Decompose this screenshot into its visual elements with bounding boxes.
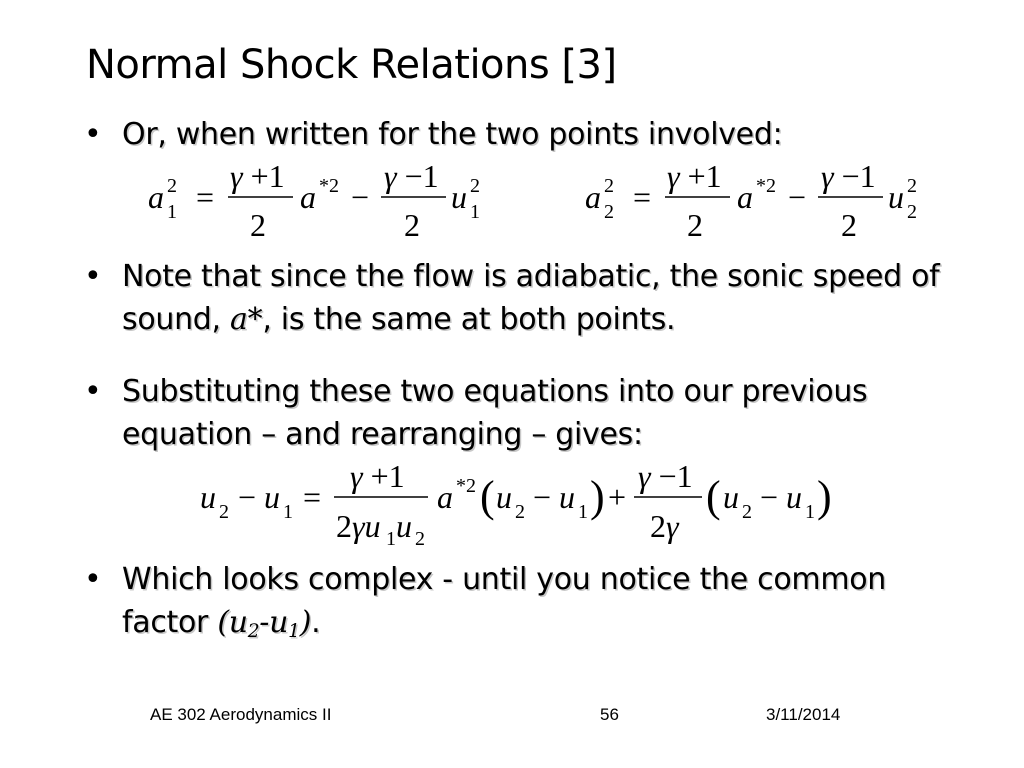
footer-date: 3/11/2014 [766, 705, 841, 724]
slide-title: Normal Shock Relations [3] [86, 42, 617, 88]
svg-text:u: u [200, 479, 216, 515]
footer-page-number: 56 [600, 705, 619, 724]
factor-minus: - [259, 605, 270, 640]
bullet-2 [84, 255, 964, 341]
svg-text:*2: *2 [319, 175, 339, 197]
svg-text:+: + [608, 479, 627, 515]
svg-text:u: u [723, 479, 739, 515]
svg-text:u: u [451, 179, 467, 215]
svg-text:=: = [196, 179, 215, 215]
bullet-2-text-after: , is the same at both points. [262, 302, 676, 337]
equation-a2-svg [585, 150, 935, 250]
equation-a1-svg [148, 150, 498, 250]
bullet-1-text: Or, when written for the two points involved: [122, 117, 783, 152]
svg-text:=: = [633, 179, 652, 215]
svg-text:2γ: 2γ [650, 508, 679, 544]
common-factor [217, 605, 312, 643]
svg-text:2γu: 2γu [336, 508, 381, 544]
svg-text:2: 2 [907, 175, 917, 197]
factor-open-paren: ( [217, 605, 229, 640]
svg-text:u: u [264, 479, 280, 515]
svg-text:−: − [351, 179, 370, 215]
svg-text:): ) [590, 472, 605, 521]
bullet-4-text-before: Which looks complex - until you notice the common factor [122, 562, 887, 640]
bullet-dot: • [84, 117, 102, 152]
svg-text:2: 2 [250, 207, 266, 243]
factor-subscript-1: 1 [288, 621, 300, 643]
svg-text:(: ( [706, 472, 721, 521]
svg-text:−: − [238, 479, 257, 515]
svg-text:1: 1 [386, 528, 396, 550]
svg-text:2: 2 [604, 201, 614, 223]
svg-text:2: 2 [404, 207, 420, 243]
bullet-2-text-before: Note that since the flow is adiabatic, the sonic speed of sound, [122, 259, 940, 337]
svg-text:a: a [300, 179, 316, 215]
svg-text:1: 1 [578, 501, 588, 523]
svg-text:u: u [496, 479, 512, 515]
bullet-3-text: Substituting these two equations into our previous equation – and rearranging – gives: [122, 374, 868, 452]
svg-text:γ −1: γ −1 [384, 158, 439, 194]
svg-text:−: − [760, 479, 779, 515]
svg-text:γ +1: γ +1 [230, 158, 285, 194]
svg-text:u: u [559, 479, 575, 515]
svg-text:2: 2 [687, 207, 703, 243]
a-star-symbol: a* [230, 302, 263, 337]
svg-text:): ) [817, 472, 832, 521]
svg-text:γ +1: γ +1 [667, 158, 722, 194]
bullet-4 [84, 558, 964, 648]
svg-text:(: ( [480, 472, 495, 521]
svg-text:*2: *2 [756, 175, 776, 197]
svg-text:*2: *2 [456, 475, 476, 497]
svg-text:a: a [585, 179, 601, 215]
svg-text:2: 2 [515, 501, 525, 523]
footer-course: AE 302 Aerodynamics II [150, 705, 332, 724]
svg-text:a: a [737, 179, 753, 215]
svg-text:a: a [148, 179, 164, 215]
svg-text:2: 2 [415, 528, 425, 550]
svg-text:u: u [786, 479, 802, 515]
equation-velocity-difference-svg [200, 452, 840, 552]
bullet-dot: • [84, 259, 102, 294]
svg-text:2: 2 [470, 175, 480, 197]
bullet-dot: • [84, 374, 102, 409]
svg-text:1: 1 [167, 201, 177, 223]
factor-subscript-2: 2 [247, 621, 260, 643]
svg-text:2: 2 [167, 175, 177, 197]
equation-a1 [148, 150, 498, 250]
equation-velocity-difference [200, 452, 840, 552]
svg-text:γ −1: γ −1 [638, 458, 693, 494]
svg-text:2: 2 [604, 175, 614, 197]
svg-text:2: 2 [841, 207, 857, 243]
equation-a2 [585, 150, 935, 250]
factor-u: u [269, 605, 289, 640]
svg-text:−: − [788, 179, 807, 215]
svg-text:u: u [888, 179, 904, 215]
svg-text:=: = [303, 479, 322, 515]
svg-text:γ −1: γ −1 [821, 158, 876, 194]
bullet-4-text [122, 558, 964, 648]
svg-text:−: − [533, 479, 552, 515]
bullet-dot: • [84, 562, 102, 597]
bullet-4-text-after: . [311, 605, 321, 640]
svg-text:1: 1 [470, 201, 480, 223]
svg-text:a: a [437, 479, 453, 515]
factor-u: u [228, 605, 248, 640]
bullet-3 [84, 370, 964, 456]
svg-text:2: 2 [219, 501, 229, 523]
svg-text:2: 2 [742, 501, 752, 523]
bullet-2-text [122, 255, 964, 341]
factor-close-paren: ) [299, 605, 312, 640]
svg-text:2: 2 [907, 201, 917, 223]
svg-text:γ +1: γ +1 [350, 458, 405, 494]
svg-text:1: 1 [283, 501, 293, 523]
svg-text:1: 1 [805, 501, 815, 523]
svg-text:u: u [396, 508, 412, 544]
